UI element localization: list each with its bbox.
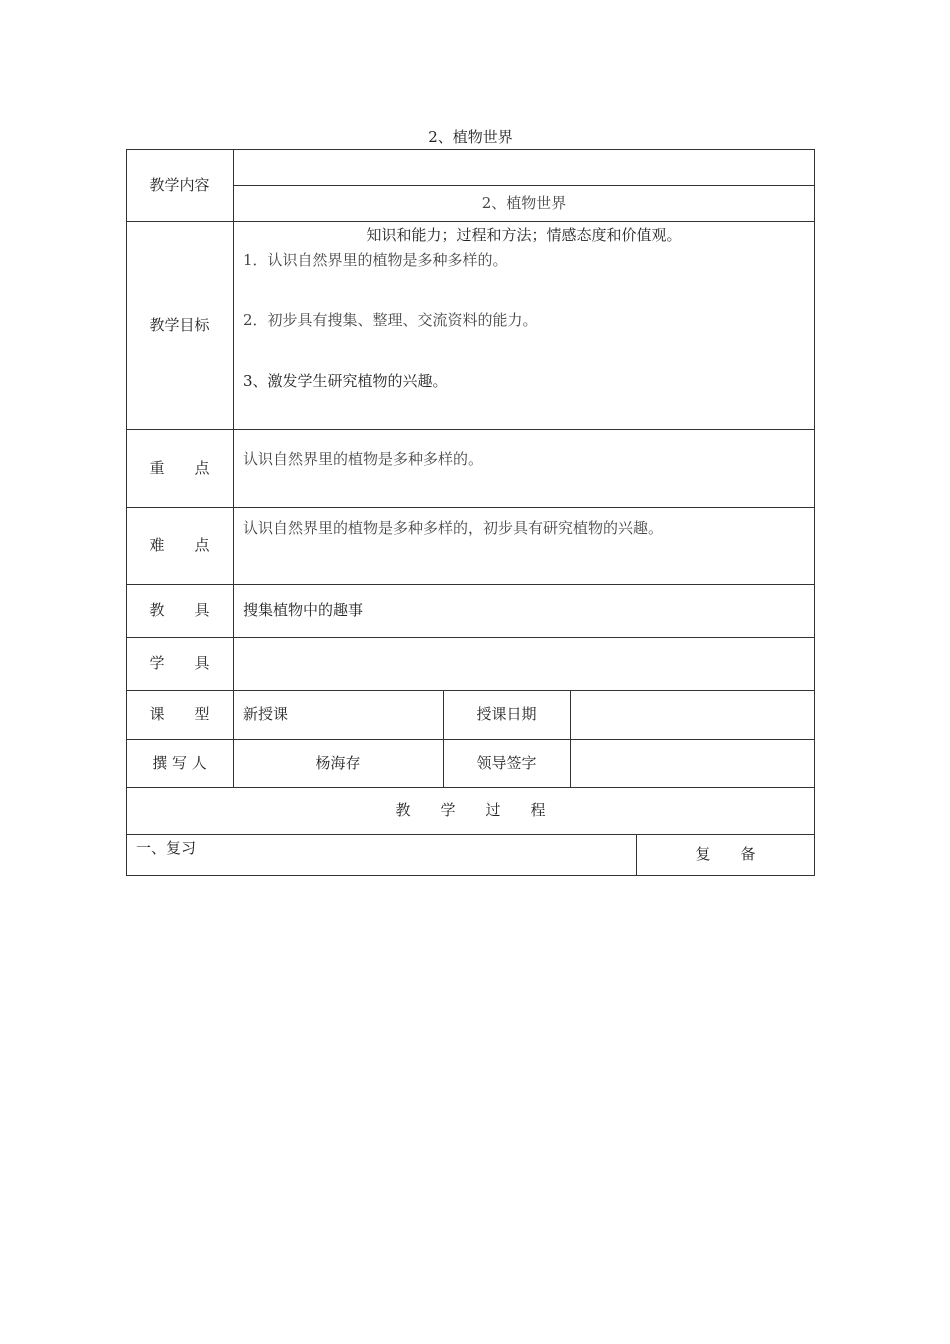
author-value: 杨海存 <box>315 754 361 772</box>
difficulty-label: 难 点 <box>149 536 210 554</box>
author-label: 撰 写 人 <box>152 754 207 772</box>
key-point-value: 认识自然界里的植物是多种多样的。 <box>243 450 484 468</box>
objectives-header: 知识和能力；过程和方法；情感态度和价值观。 <box>366 226 682 244</box>
lesson-type-value: 新授课 <box>243 705 289 723</box>
objective-item-1: 1．认识自然界里的植物是多种多样的。 <box>243 251 508 269</box>
objective-item-2: 2．初步具有搜集、整理、交流资料的能力。 <box>243 311 538 329</box>
sign-label: 领导签字 <box>476 754 537 772</box>
lesson-type-label: 课 型 <box>149 705 210 723</box>
content-value: 2、植物世界 <box>481 194 567 212</box>
difficulty-value: 认识自然界里的植物是多种多样的，初步具有研究植物的兴趣。 <box>243 519 664 537</box>
prep-label: 复 备 <box>695 845 756 863</box>
key-point-label: 重 点 <box>149 459 210 477</box>
objective-item-3: 3、激发学生研究植物的兴趣。 <box>243 372 448 390</box>
page-title: 2、植物世界 <box>428 128 513 146</box>
teaching-aids-value: 搜集植物中的趣事 <box>243 601 364 619</box>
content-label: 教学内容 <box>149 176 210 194</box>
process-heading: 教 学 过 程 <box>395 801 546 819</box>
teaching-aids-label: 教 具 <box>149 601 210 619</box>
objectives-label: 教学目标 <box>149 316 210 334</box>
review-label: 一、复习 <box>136 839 197 857</box>
lesson-date-label: 授课日期 <box>476 705 537 723</box>
learning-aids-label: 学 具 <box>149 654 210 672</box>
